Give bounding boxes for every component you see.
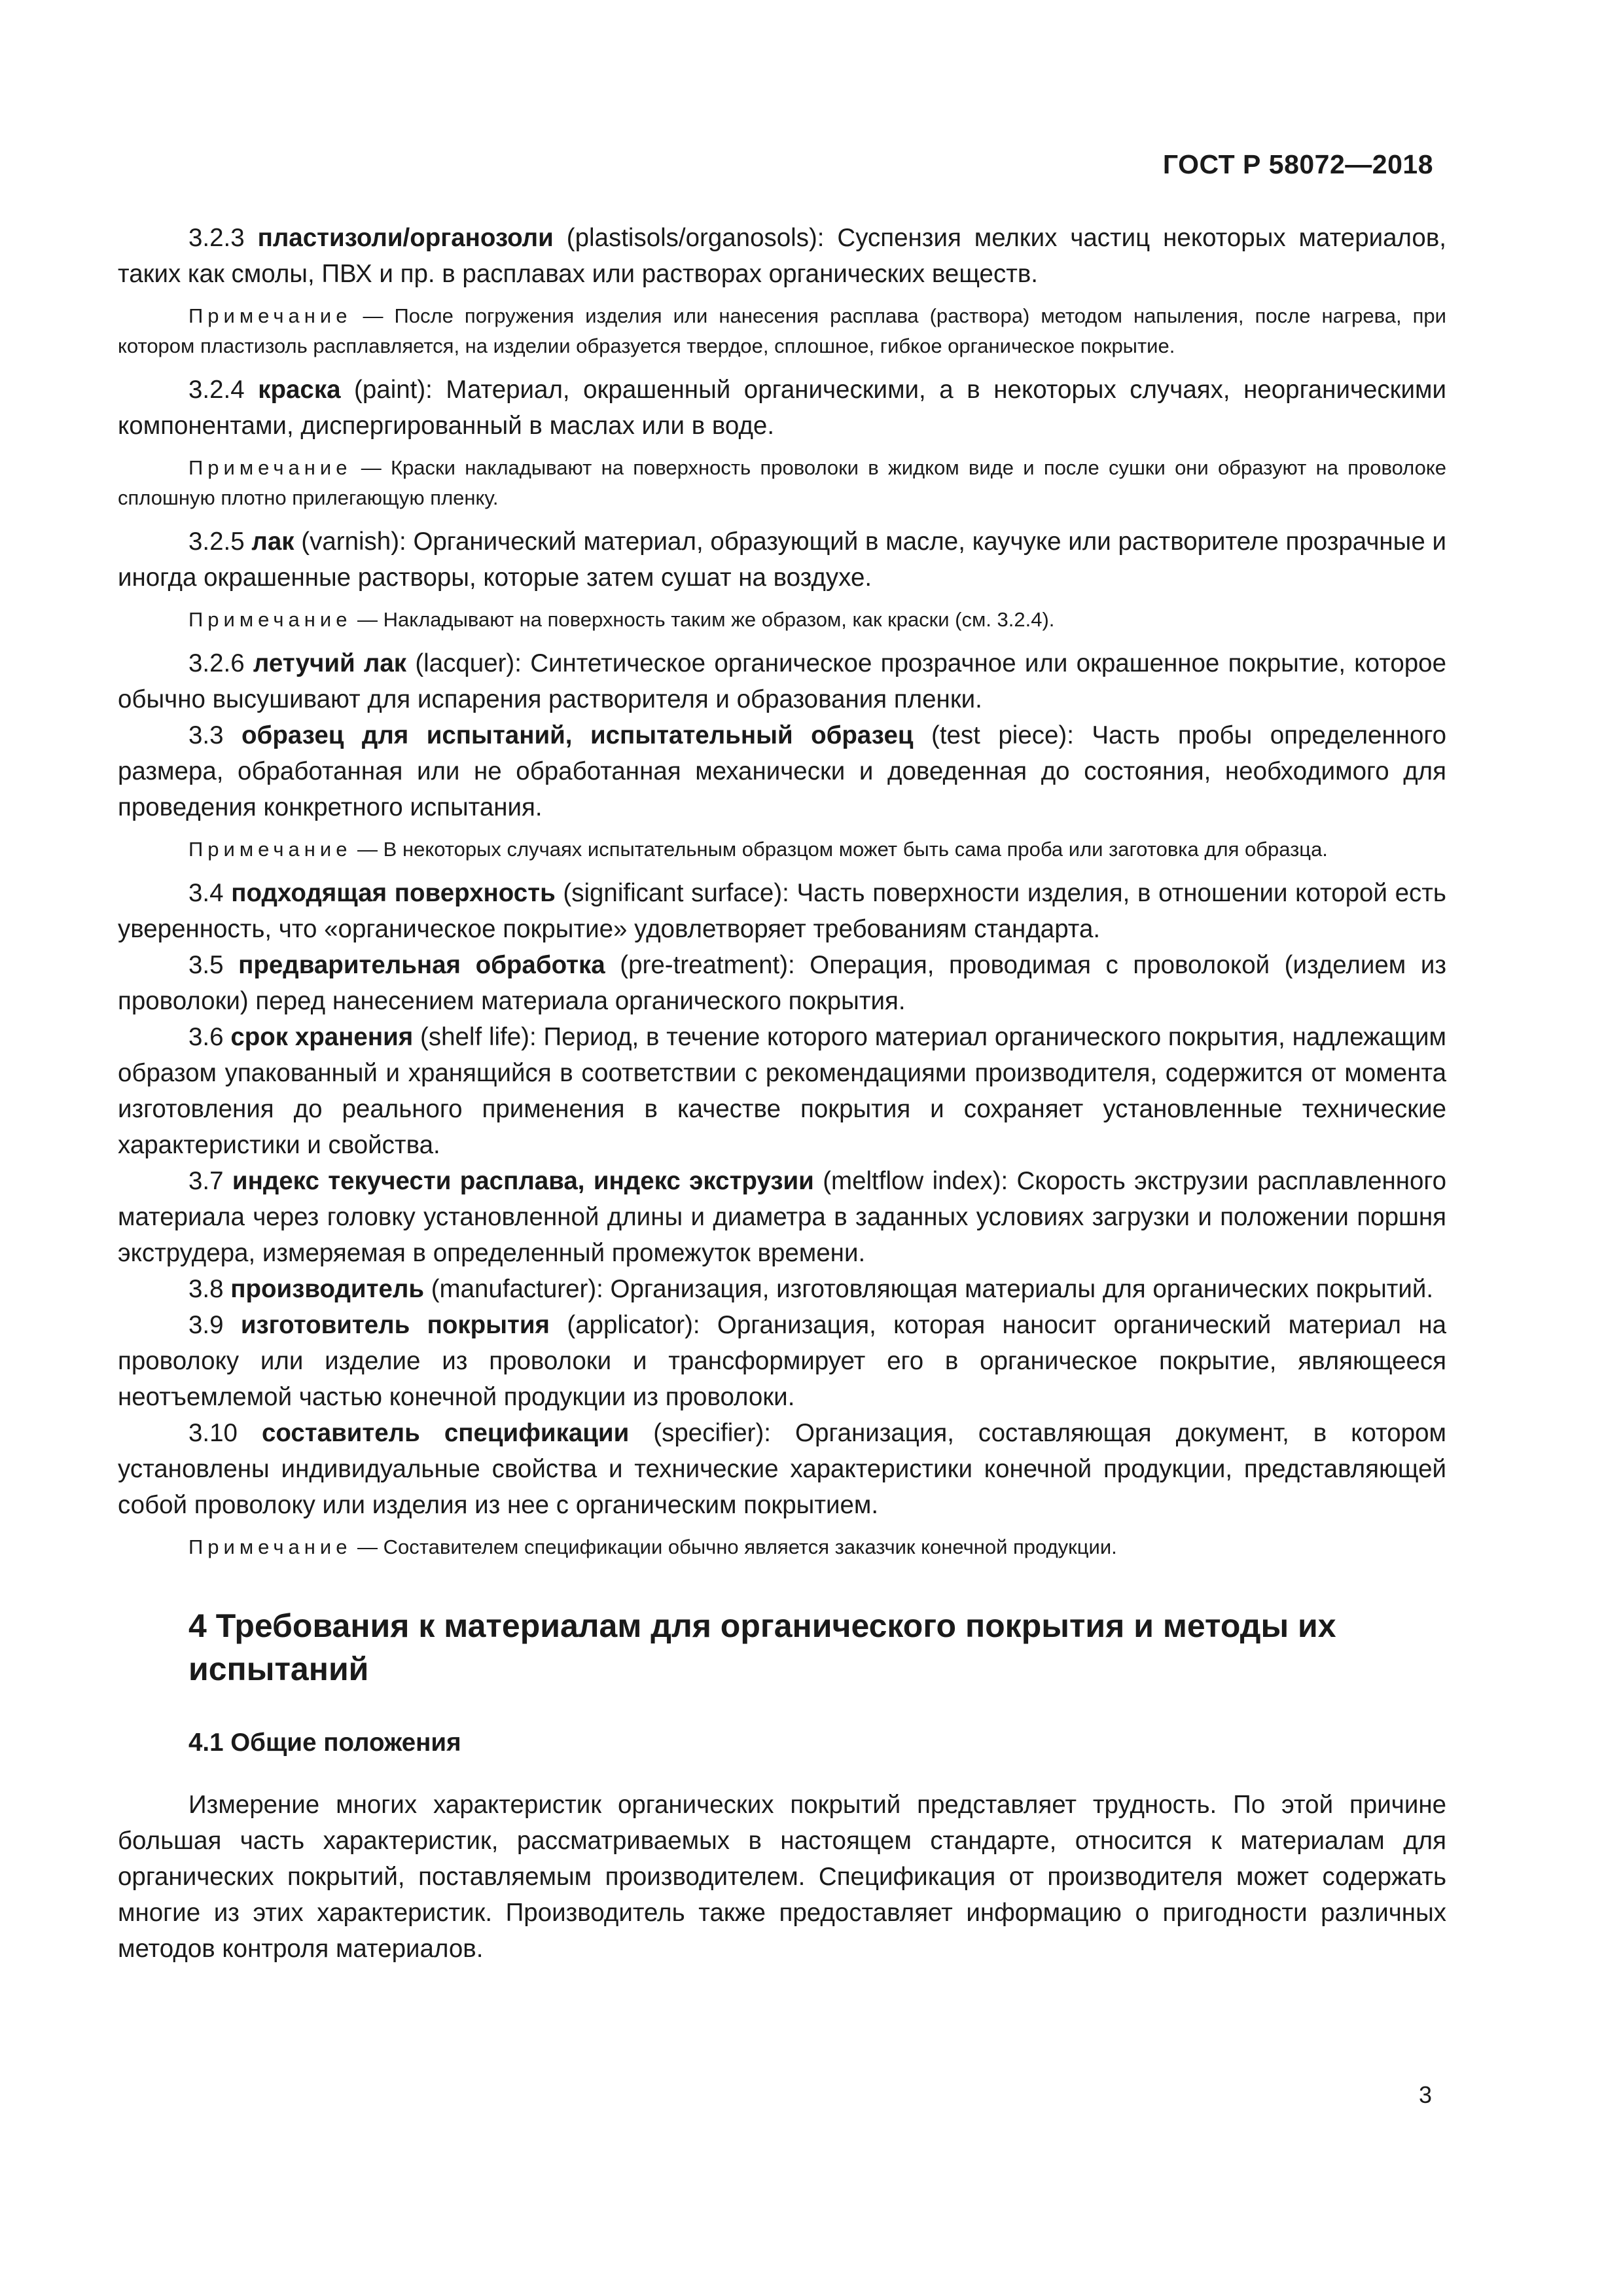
- definition-3-7: 3.7 индекс текучести расплава, индекс экструзии (meltflow index): Скорость экструзии расплавленного материала через головку установленной длины и диаметра в заданных условиях загрузки и положении поршня экструдера, измеряемая в определенный промежуток времени.: [118, 1167, 1446, 1267]
- definition-3-2-5: 3.2.5 лак (varnish): Органический материал, образующий в масле, каучуке или растворителе прозрачные и иногда окрашенные растворы, которые затем сушат на воздухе.: [118, 528, 1447, 592]
- note-3-3: Примечание — В некоторых случаях испытательным образцом может быть сама проба или заготовка для образца.: [188, 838, 1328, 861]
- page-number: 3: [1418, 2081, 1432, 2108]
- definition-3-2-3: 3.2.3 пластизоли/органозоли (plastisols/organosols): Суспензия мелких частиц некоторых материалов, таких как смолы, ПВХ и пр. в расплавах или растворах органических веществ.: [118, 224, 1446, 288]
- term: срок хранения: [230, 1023, 414, 1051]
- document-body: [118, 220, 1446, 1967]
- note-label: Примечание: [188, 1535, 352, 1558]
- paragraph-4-1: Измерение многих характеристик органических покрытий представляет трудность. По этой причине большая часть характеристик, рассматриваемых в настоящем стандарте, относится к материалам для органических покрытий, поставляемым производителем. Спецификация от производителя может содержать многие из этих характеристик. Производитель также предоставляет информацию о пригодности различных методов контроля материалов.: [118, 1791, 1446, 1963]
- term: изготовитель покрытия: [240, 1311, 550, 1339]
- note-3-2-5: Примечание — Накладывают на поверхность таким же образом, как краски (см. 3.2.4).: [188, 608, 1055, 631]
- definition-3-3: 3.3 образец для испытаний, испытательный образец (test piece): Часть пробы определенного размера, обработанная или не обработанная механически и доведенная до состояния, необходимого для проведения конкретного испытания.: [118, 721, 1446, 821]
- section-4-title: 4 Требования к материалам для органического покрытия и методы их испытаний: [188, 1607, 1336, 1687]
- definition-3-5: 3.5 предварительная обработка (pre-treatment): Операция, проводимая с проволокой (изделием из проволоки) перед нанесением материала органического покрытия.: [118, 951, 1446, 1015]
- definition-3-8: 3.8 производитель (manufacturer): Организация, изготовляющая материалы для органических покрытий.: [188, 1275, 1434, 1303]
- term: краска: [258, 376, 341, 404]
- definition-3-10: 3.10 составитель спецификации (specifier): Организация, составляющая документ, в котором установлены индивидуальные свойства и технические характеристики конечной продукции, представляющей собой проволоку или изделия из нее с органическим покрытием.: [118, 1419, 1447, 1519]
- standard-id-header: ГОСТ Р 58072—2018: [1162, 149, 1433, 179]
- note-3-2-4: Примечание — Краски накладывают на поверхность проволоки в жидком виде и после сушки они образуют на проволоке сплошную плотно прилегающую пленку.: [118, 456, 1446, 509]
- definition-3-2-4: 3.2.4 краска (paint): Материал, окрашенный органическими, а в некоторых случаях, неорганическими компонентами, диспергированный в маслах или в воде.: [118, 376, 1446, 440]
- note-label: Примечание: [188, 608, 352, 631]
- note-label: Примечание: [188, 304, 352, 327]
- term: индекс текучести расплава, индекс экструзии: [232, 1167, 814, 1195]
- note-3-2-3: Примечание — После погружения изделия или нанесения расплава (раствора) методом напыления, после нагрева, при котором пластизоль расплавляется, на изделии образуется твердое, сплошное, гибкое органическое покрытие.: [118, 304, 1446, 357]
- note-label: Примечание: [188, 456, 352, 479]
- definition-3-9: 3.9 изготовитель покрытия (applicator): Организация, которая наносит органический материал на проволоку или изделие из проволоки и трансформирует его в органическое покрытие, являющееся неотъемлемой частью конечной продукции из проволоки.: [118, 1311, 1446, 1411]
- term: предварительная обработка: [238, 951, 605, 979]
- term: пластизоли/органозоли: [257, 224, 554, 252]
- term: производитель: [230, 1275, 424, 1303]
- note-3-10: Примечание — Составителем спецификации обычно является заказчик конечной продукции.: [188, 1535, 1117, 1558]
- term: лак: [251, 528, 294, 556]
- definition-3-6: 3.6 срок хранения (shelf life): Период, в течение которого материал органического покрытия, надлежащим образом упакованный и хранящийся в соответствии с рекомендациями производителя, содержится от момента изготовления до реального применения в качестве покрытия и сохраняет установленные технические характеристики и свойства.: [118, 1023, 1446, 1159]
- term: летучий лак: [253, 649, 407, 677]
- term: подходящая поверхность: [231, 879, 556, 907]
- subsection-4-1-title: 4.1 Общие положения: [188, 1729, 461, 1757]
- note-label: Примечание: [188, 838, 352, 861]
- term: образец для испытаний, испытательный образец: [241, 721, 914, 749]
- term: составитель спецификации: [261, 1419, 630, 1447]
- definition-3-2-6: 3.2.6 летучий лак (lacquer): Синтетическое органическое прозрачное или окрашенное покрытие, которое обычно высушивают для испарения растворителя и образования пленки.: [118, 649, 1446, 713]
- definition-3-4: 3.4 подходящая поверхность (significant surface): Часть поверхности изделия, в отношении которой есть уверенность, что «органическое покрытие» удовлетворяет требованиям стандарта.: [118, 879, 1446, 943]
